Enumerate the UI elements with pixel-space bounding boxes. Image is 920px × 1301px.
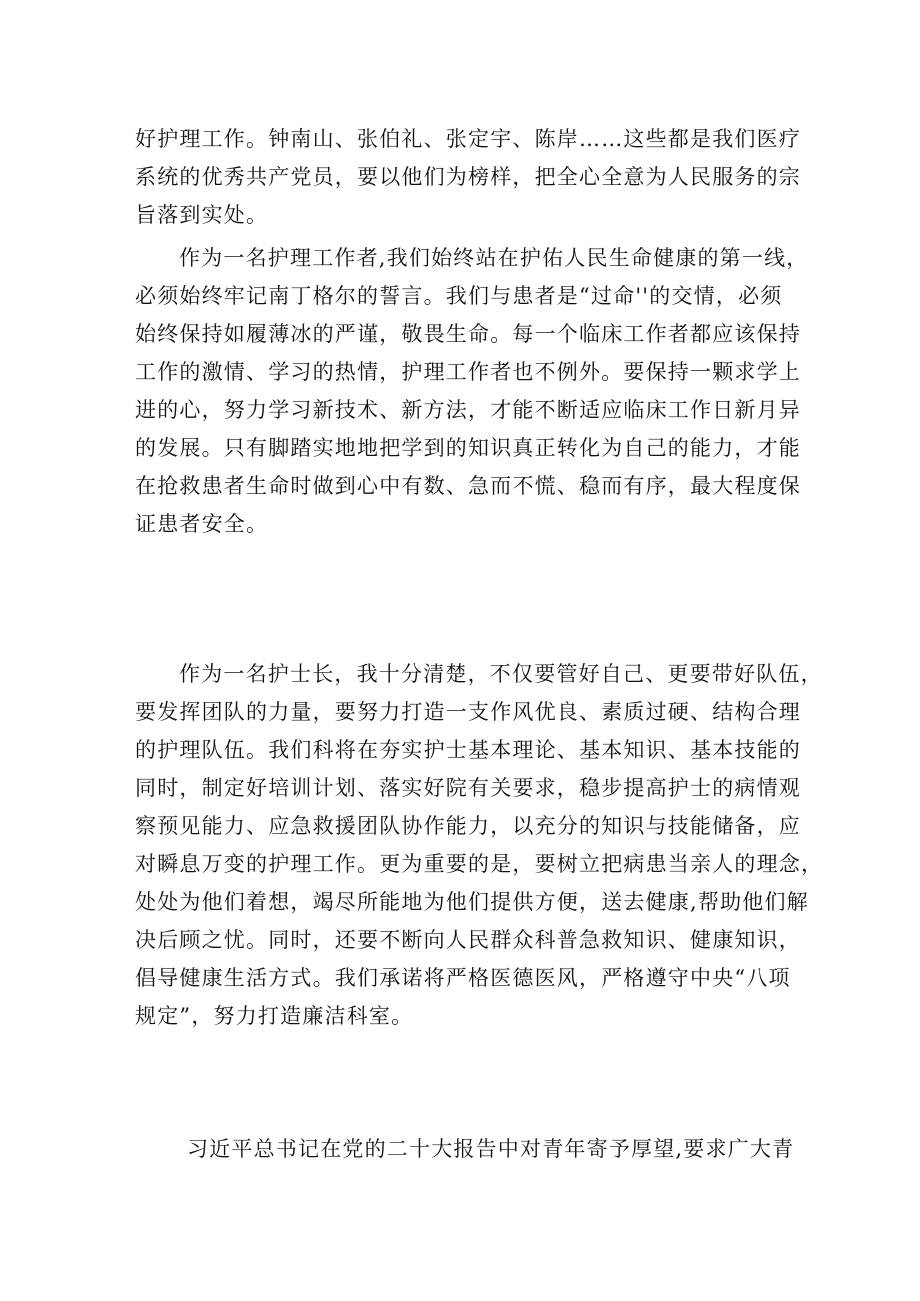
text-line: 规定”，努力打造廉洁科室。	[135, 1004, 414, 1028]
text-line: 倡导健康生活方式。我们承诺将严格医德医风，严格遵守中央“八项	[135, 966, 791, 990]
text-line: 始终保持如履薄冰的严谨，敬畏生命。每一个临床工作者都应该保持	[135, 322, 801, 346]
paragraph-2	[135, 239, 809, 543]
paragraph-4	[135, 1130, 795, 1168]
text-line: 决后顾之忧。同时，还要不断向人民群众科普急救知识、健康知识，	[135, 928, 801, 952]
paragraph-1	[135, 120, 801, 234]
text-line: 要发挥团队的力量，要努力打造一支作风优良、素质过硬、结构合理	[135, 700, 801, 724]
text-line: 对瞬息万变的护理工作。更为重要的是，要树立把病患当亲人的理念，	[135, 852, 824, 876]
text-line: 进的心，努力学习新技术、新方法，才能不断适应临床工作日新月异	[135, 398, 801, 422]
text-line: 习近平总书记在党的二十大报告中对青年寄予厚望,要求广大青	[187, 1137, 795, 1161]
text-line: 的发展。只有脚踏实地地把学到的知识真正转化为自己的能力，才能	[135, 436, 801, 460]
text-line: 在抢救患者生命时做到心中有数、急而不慌、稳而有序，最大程度保	[135, 474, 801, 498]
text-line: 作为一名护士长，我十分清楚，不仅要管好自己、更要带好队伍，	[179, 662, 823, 686]
text-line: 同时，制定好培训计划、落实好院有关要求，稳步提高护士的病情观	[135, 776, 801, 800]
text-line: 好护理工作。钟南山、张伯礼、张定宇、陈岸……这些都是我们医疗	[135, 127, 801, 151]
text-line: 察预见能力、应急救援团队协作能力，以充分的知识与技能储备，应	[135, 814, 801, 838]
text-line: 旨落到实处。	[135, 203, 269, 227]
text-line: 处处为他们着想，竭尽所能地为他们提供方便，送去健康,帮助他们解	[135, 890, 809, 914]
text-line: 的护理队伍。我们科将在夯实护士基本理论、基本知识、基本技能的	[135, 738, 801, 762]
text-line: 作为一名护理工作者,我们始终站在护佑人民生命健康的第一线，	[179, 246, 809, 270]
text-line: 工作的激情、学习的热情，护理工作者也不例外。要保持一颗求学上	[135, 360, 801, 384]
paragraph-3	[135, 655, 824, 1035]
text-line: 证患者安全。	[135, 512, 269, 536]
text-line: 必须始终牢记南丁格尔的誓言。我们与患者是“过命''的交情，必须	[135, 284, 783, 308]
text-line: 系统的优秀共产党员，要以他们为榜样，把全心全意为人民服务的宗	[135, 165, 801, 189]
